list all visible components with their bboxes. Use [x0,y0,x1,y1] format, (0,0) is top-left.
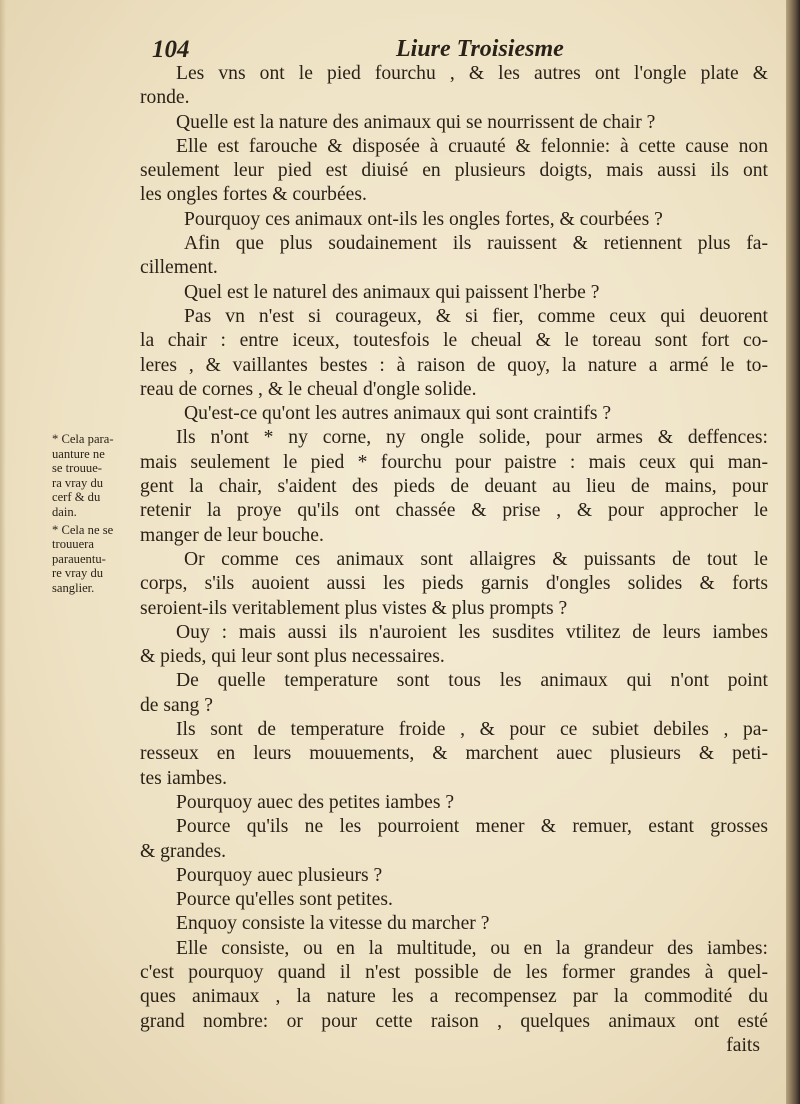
text-line: Elle est farouche & disposée à cruauté & felonnie: à cette cause non [176,135,768,157]
page-left-edge [0,0,6,1104]
text-line: Quel est le naturel des animaux qui paissent l'herbe ? [184,281,600,303]
running-title: Liure Troisiesme [396,36,564,62]
text-line: Pource qu'elles sont petites. [176,889,393,911]
margin-note-line: trouuera [52,537,94,552]
text-line: Or comme ces animaux sont allaigres & puissants de tout le [184,548,768,570]
text-line: ronde. [140,87,190,109]
text-line: resseux en leurs mouuements, & marchent auec plusieurs & peti- [140,743,768,765]
text-line: & grandes. [140,840,226,862]
text-line: Pas vn n'est si courageux, & si fier, comme ceux qui deuorent [184,305,768,327]
margin-note-line: * Cela ne se [52,522,114,537]
margin-note-line: parauentu- [52,551,106,566]
text-line: Pourquoy auec plusieurs ? [176,864,383,886]
text-line: cillement. [140,257,218,279]
text-line: mais seulement le pied * fourchu pour paistre : mais ceux qui man- [140,451,768,473]
margin-note-line: ra vray du [52,475,104,490]
text-line: ques animaux , la nature les a recompensez par la commodité du [140,986,768,1008]
text-line: la chair : entre iceux, toutesfois le cheual & le toreau sont fort co- [140,330,768,352]
margin-note-line: sanglier. [52,580,95,595]
margin-notes [52,432,144,596]
text-line: manger de leur bouche. [140,524,324,546]
text-line: reau de cornes , & le cheual d'ongle solide. [140,378,477,400]
text-line: tes iambes. [140,767,228,789]
text-line: Ils sont de temperature froide , & pour ce subiet debiles , pa- [176,719,768,741]
text-line: De quelle temperature sont tous les animaux qui n'ont point [176,670,768,692]
text-line: leres , & vaillantes bestes : à raison de quoy, la nature a armé le to- [140,354,768,376]
text-line: faits [726,1034,760,1056]
margin-note [52,432,144,520]
text-line: Qu'est-ce qu'ont les autres animaux qui sont craintifs ? [184,403,612,425]
margin-note-line: dain. [52,504,77,519]
text-line: Pource qu'ils ne les pourroient mener & remuer, estant grosses [176,816,768,838]
margin-note-line: uanture ne [52,446,105,461]
text-line: Quelle est la nature des animaux qui se nourrissent de chair ? [176,111,656,133]
text-line: c'est pourquoy quand il n'est possible de les former grandes à quel- [140,961,768,983]
text-line: Afin que plus soudainement ils rauissent & retiennent plus fa- [184,233,768,255]
text-line: Pourquoy auec des petites iambes ? [176,791,455,813]
text-line: Elle consiste, ou en la multitude, ou en la grandeur des iambes: [176,937,768,959]
text-line: seroient-ils veritablement plus vistes & plus prompts ? [140,597,568,619]
text-line: de sang ? [140,694,213,716]
text-line: Ils n'ont * ny corne, ny ongle solide, pour armes & deffences: [176,427,768,449]
text-line: grand nombre: or pour cette raison , quelques animaux ont esté [140,1010,768,1032]
margin-note-line: se trouue- [52,461,103,476]
margin-note-line: re vray du [52,566,104,581]
text-line: les ongles fortes & courbées. [140,184,367,206]
text-line: seulement leur pied est diuisé en plusieurs doigts, mais aussi ils ont [140,160,768,182]
page-number: 104 [152,36,190,63]
margin-note-line: cerf & du [52,490,101,505]
text-line: Enquoy consiste la vitesse du marcher ? [176,913,490,935]
page-right-edge [786,0,800,1104]
text-line: retenir la proye qu'ils ont chassée & prise , & pour approcher le [140,500,768,522]
text-line: Les vns ont le pied fourchu , & les autres ont l'ongle plate & [176,63,768,84]
margin-note-line: * Cela para- [52,432,114,446]
text-line: & pieds, qui leur sont plus necessaires. [140,646,445,668]
text-line: Ouy : mais aussi ils n'auroient les susdites vtilitez de leurs iambes [176,621,768,643]
text-line: gent la chair, s'aident des pieds de deuant au lieu de mains, pour [140,476,768,498]
body-text [140,62,768,1058]
margin-note [52,523,144,596]
text-line: Pourquoy ces animaux ont-ils les ongles fortes, & courbées ? [184,208,663,230]
text-line: corps, s'ils auoient aussi les pieds garnis d'ongles solides & forts [140,573,768,595]
